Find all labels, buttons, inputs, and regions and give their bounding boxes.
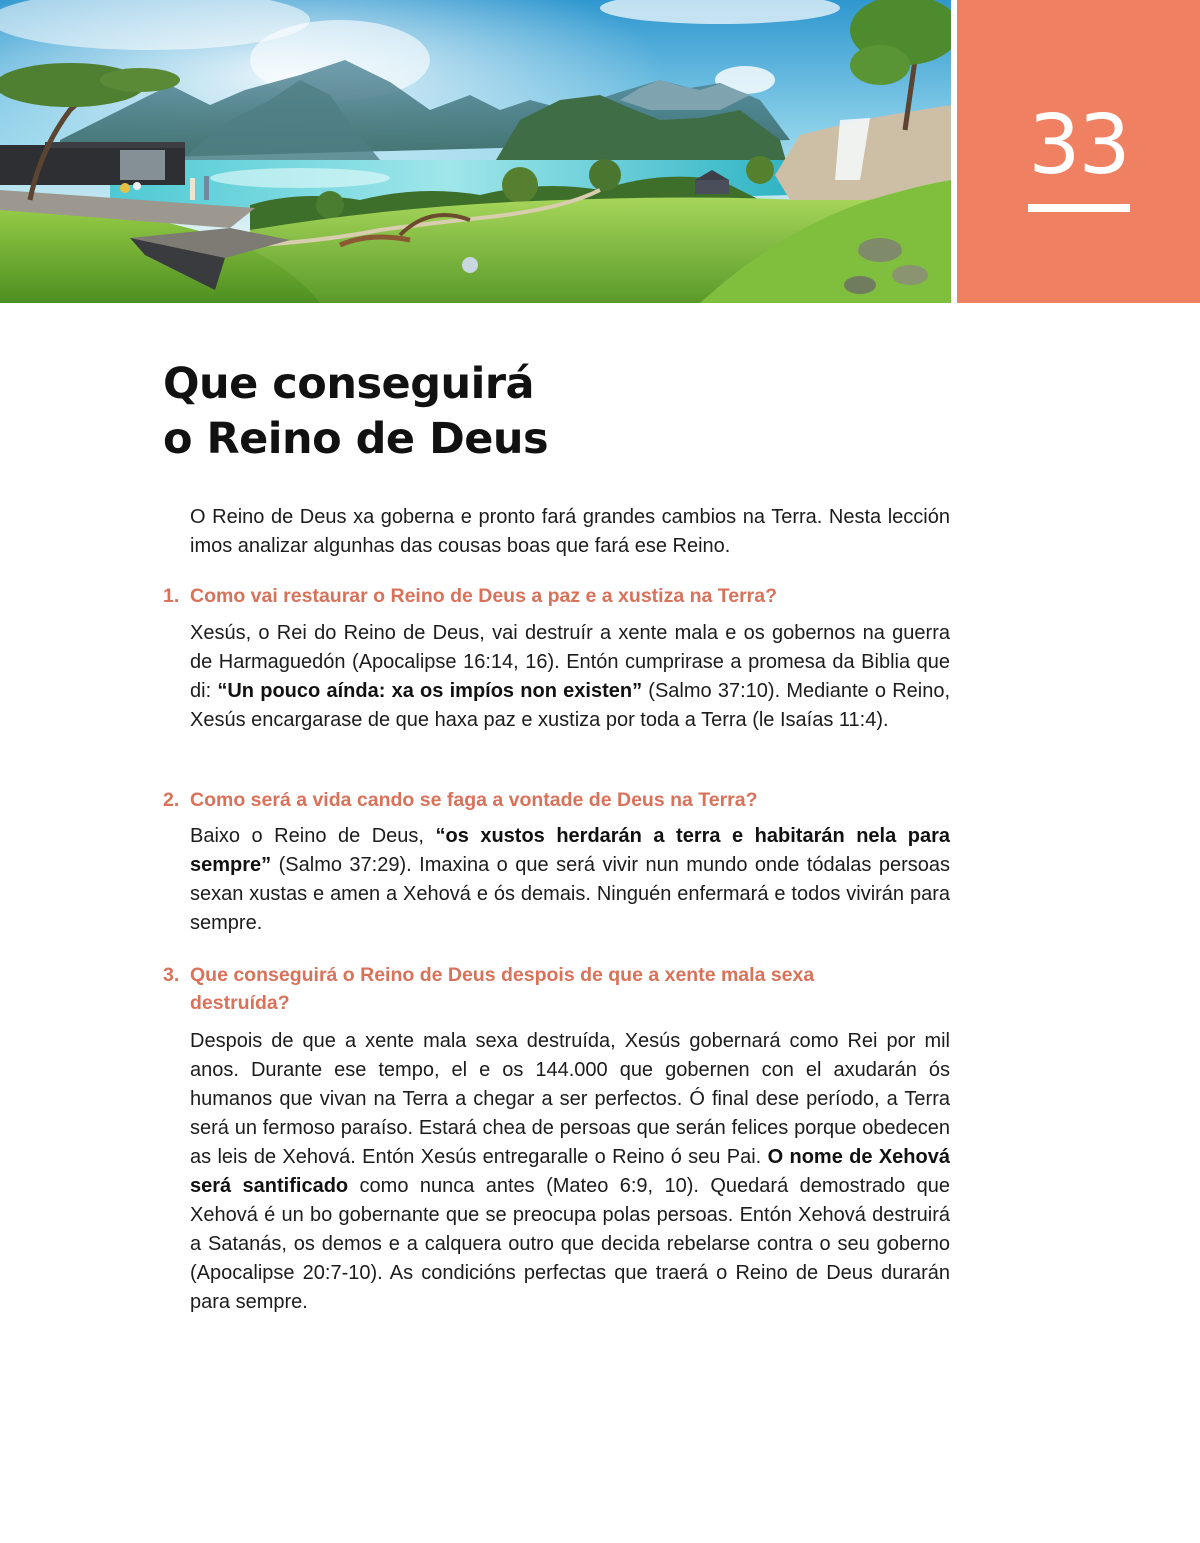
question-3-heading [163,961,953,1017]
question-2-text: Como será a vida cando se faga a vontade de Deus na Terra? [190,789,758,811]
answer-3-paragraph [190,1027,950,1317]
answer-2-paragraph [190,822,950,938]
answer-3-text-a: Despois de que a xente mala sexa destruída, Xesús gobernará como Rei por mil anos. Durante ese tempo, el e os 144.000 que gobernen con el axudarán ós humanos que vivan na Terra a chegar a ser perfectos. Ó final dese período, a Terra será un fermoso paraíso. Estará chea de persoas que serán felices porque obedecen as leis de Xehová. Entón Xesús entregaralle o Reino ó seu Pai. [190,1030,950,1168]
question-2-heading [163,786,953,814]
answer-3-emphasis: O nome de Xehová será santificado [190,1146,950,1197]
answer-1-text-a: Xesús, o Rei do Reino de Deus, vai destruír a xente mala e os gobernos na guerra de Harmaguedón (Apocalipse 16:14, 16). Entón cumprirase a promesa da Biblia que di: [190,622,950,702]
answer-2-text-b: (Salmo 37:29). Imaxina o que será vivir nun mundo onde tódalas persoas sexan xustas e amen a Xehová e ós demais. Ninguén enfermará e todos vivirán para sempre. [190,854,950,934]
question-3-text-line-2: destruída? [190,992,290,1014]
question-1-heading [163,582,953,610]
answer-2-text-a: Baixo o Reino de Deus, [190,825,436,847]
question-3-number: 3. [163,964,180,986]
answer-2-scripture-quote: “os xustos herdarán a terra e habitarán nela para sempre” [190,825,950,876]
intro-paragraph: O Reino de Deus xa goberna e pronto fará grandes cambios na Terra. Nesta lección imos analizar algunhas das cousas boas que fará ese Reino. [190,506,950,557]
chapter-number-box [957,0,1200,303]
answer-3-text-b: como nunca antes (Mateo 6:9, 10). Quedará demostrado que Xehová é un bo gobernante que se preocupa polas persoas. Entón Xehová destruirá a Satanás, os demos e a calquera outro que decida rebelarse contra o seu goberno (Apocalipse 20:7-10). As condicións perfectas que traerá o Reino de Deus durarán para sempre. [190,1175,950,1313]
answer-1-scripture-quote: “Un pouco aínda: xa os impíos non existen” [217,680,643,702]
page-title-line-1: Que conseguirá [163,359,535,409]
answer-1-paragraph [190,619,950,735]
hero-image [0,0,951,303]
chapter-number: 33 [1028,98,1129,193]
question-1-text: Como vai restaurar o Reino de Deus a paz e a xustiza na Terra? [190,585,777,607]
question-2-number: 2. [163,789,180,811]
question-1-number: 1. [163,585,180,607]
chapter-underline [1028,204,1130,212]
answer-1-text-b: (Salmo 37:10). Mediante o Reino, Xesús encargarase de que haxa paz e xustiza por toda a Terra (le Isaías 11:4). [190,680,951,731]
question-3-text-line-1: Que conseguirá o Reino de Deus despois de que a xente mala sexa [190,964,815,986]
page-title-line-2: o Reino de Deus [163,414,549,464]
landscape-illustration [0,0,951,303]
page-title [163,357,548,467]
